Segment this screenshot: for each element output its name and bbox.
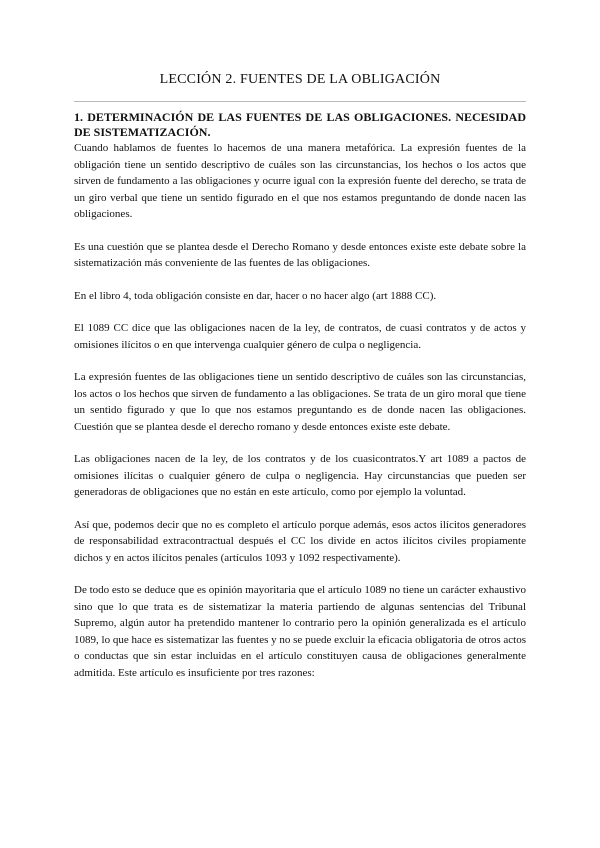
lesson-title: LECCIÓN 2. FUENTES DE LA OBLIGACIÓN — [159, 72, 441, 87]
section-heading: 1. DETERMINACIÓN DE LAS FUENTES DE LAS OBLIGACIONES. NECESIDAD DE SISTEMATIZACIÓN. — [74, 110, 526, 139]
title-divider — [74, 101, 526, 102]
paragraph-5: La expresión fuentes de las obligaciones tiene un sentido descriptivo de cuáles son las circunstancias, los actos o los hechos que sirven de fundamento a las obligaciones. Se trata de un giro moral que tiene un sentido figurado y que lo que nos estamos preguntando es de donde nacen las obligaciones. Cuestión que se plantea desde el derecho romano y desde entonces existe este debate. — [74, 371, 526, 433]
paragraph-8: De todo esto se deduce que es opinión mayoritaria que el artículo 1089 no tiene un carácter exhaustivo sino que lo que trata es de sistematizar la materia partiendo de algunas sentencias del Tribunal Supremo, algún autor ha pretendido mantener lo contrario pero la opinión generalizada es el artículo 1089, lo que hace es sistematizar las fuentes y no se puede excluir la eficacia obligatoria de otros actos o conductas que sin estar incluidas en el artículo constituyen causa de obligaciones generalmente admitida. Este artículo es insuficiente por tres razones: — [74, 584, 526, 679]
paragraph-1: Cuando hablamos de fuentes lo hacemos de una manera metafórica. La expresión fuentes de la obligación tiene un sentido descriptivo de cuáles son las circunstancias, los hechos o los actos que sirven de fundamento a las obligaciones y ocurre igual con la expresión fuente del derecho, se trata de un giro verbal que tiene un sentido figurado en el que nos estamos preguntando de donde nacen las obligaciones. — [74, 142, 526, 220]
paragraph-7: Así que, podemos decir que no es completo el artículo porque además, esos actos ilícitos generadores de responsabilidad extracontractual después el CC los divide en actos ilícitos civiles propiamente dichos y en actos ilícitos penales (artículos 1093 y 1092 respectivamente). — [74, 518, 526, 564]
paragraph-3: En el libro 4, toda obligación consiste en dar, hacer o no hacer algo (art 1888 CC). — [74, 289, 437, 302]
paragraph-2: Es una cuestión que se plantea desde el Derecho Romano y desde entonces existe este debate sobre la sistematización más conveniente de las fuentes de las obligaciones. — [74, 240, 526, 269]
paragraph-6: Las obligaciones nacen de la ley, de los contratos y de los cuasicontratos.Y art 1089 a pactos de omisiones ilícitas o cualquier género de culpa o negligencia. Hay circunstancias que pueden ser generadoras de obligaciones que no están en este artículo, como por ejemplo la voluntad. — [74, 453, 526, 498]
document-page — [74, 70, 526, 681]
paragraph-4: El 1089 CC dice que las obligaciones nacen de la ley, de contratos, de cuasi contratos y de actos y omisiones ilícitos o en que intervenga cualquier género de culpa o negligencia. — [74, 322, 526, 351]
